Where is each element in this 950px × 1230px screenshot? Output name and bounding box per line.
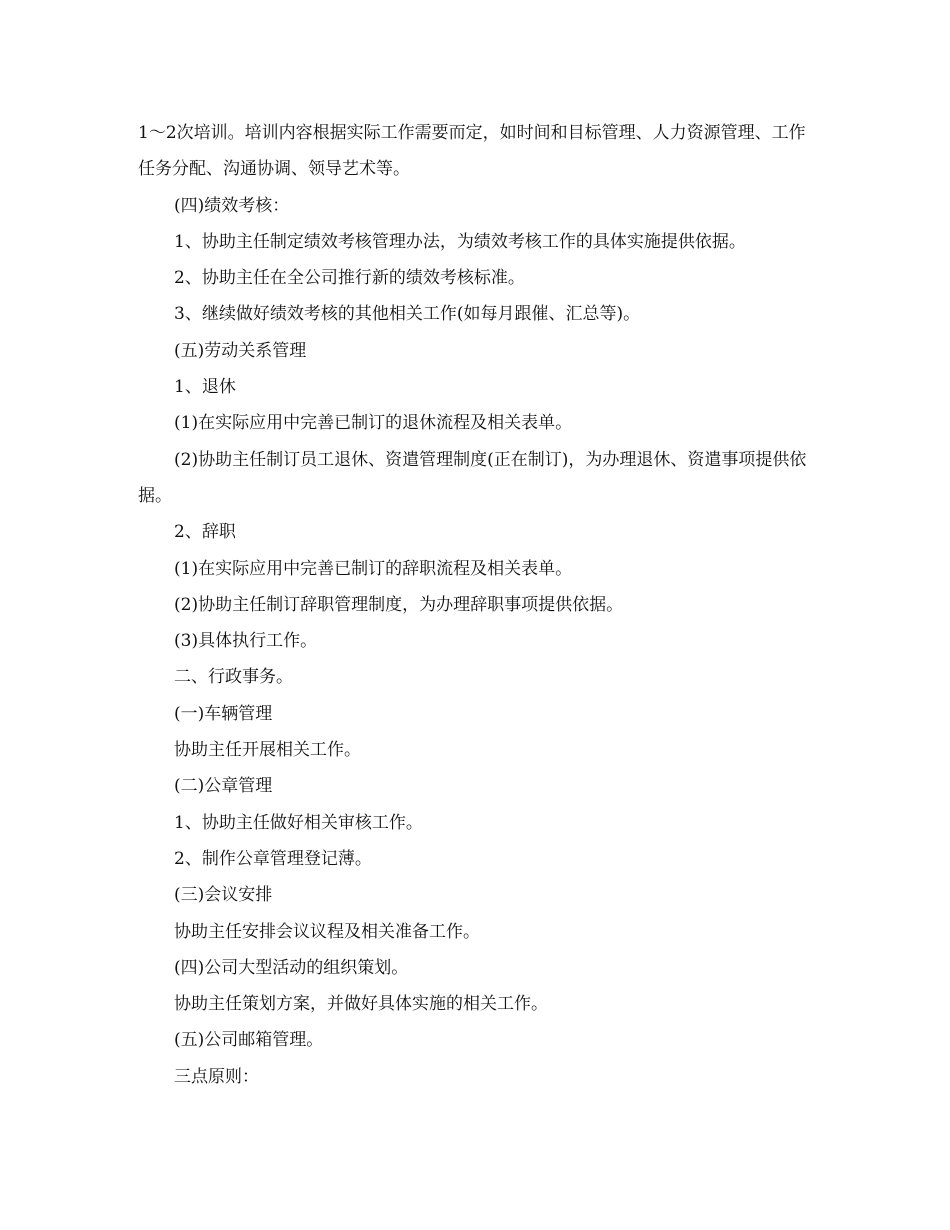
paragraph: (1)在实际应用中完善已制订的退休流程及相关表单。 bbox=[174, 413, 573, 434]
paragraph: 协助主任安排会议议程及相关准备工作。 bbox=[174, 921, 480, 942]
paragraph: (一)车辆管理 bbox=[174, 703, 273, 724]
paragraph: (2)协助主任制订辞职管理制度，为办理辞职事项提供依据。 bbox=[174, 594, 624, 615]
paragraph: 2、制作公章管理登记薄。 bbox=[174, 848, 372, 869]
paragraph: 三点原则： bbox=[174, 1066, 259, 1087]
paragraph: (五)公司邮箱管理。 bbox=[174, 1030, 324, 1051]
paragraph: 二、行政事务。 bbox=[174, 667, 293, 688]
document-body bbox=[138, 115, 810, 1095]
paragraph: (2)协助主任制订员工退休、资遣管理制度(正在制订)，为办理退休、资遣事项提供依据。 bbox=[138, 449, 807, 506]
paragraph: 3、继续做好绩效考核的其他相关工作(如每月跟催、汇总等)。 bbox=[174, 304, 641, 325]
paragraph: 1、退休 bbox=[174, 377, 236, 398]
paragraph: (四)绩效考核： bbox=[174, 195, 290, 216]
paragraph: 协助主任开展相关工作。 bbox=[174, 740, 361, 761]
paragraph: 1～2次培训。培训内容根据实际工作需要而定，如时间和目标管理、人力资源管理、工作任务分配、沟通协调、领导艺术等。 bbox=[138, 123, 806, 180]
paragraph: 1、协助主任做好相关审核工作。 bbox=[174, 812, 423, 833]
paragraph: 协助主任策划方案，并做好具体实施的相关工作。 bbox=[174, 994, 548, 1015]
paragraph: (3)具体执行工作。 bbox=[174, 631, 318, 652]
paragraph: (二)公章管理 bbox=[174, 776, 273, 797]
paragraph: (四)公司大型活动的组织策划。 bbox=[174, 957, 409, 978]
paragraph: (三)会议安排 bbox=[174, 885, 273, 906]
paragraph: 2、辞职 bbox=[174, 522, 236, 543]
paragraph: 2、协助主任在全公司推行新的绩效考核标准。 bbox=[174, 268, 525, 289]
paragraph: (1)在实际应用中完善已制订的辞职流程及相关表单。 bbox=[174, 558, 573, 579]
paragraph: (五)劳动关系管理 bbox=[174, 340, 307, 361]
paragraph: 1、协助主任制定绩效考核管理办法，为绩效考核工作的具体实施提供依据。 bbox=[174, 231, 746, 252]
